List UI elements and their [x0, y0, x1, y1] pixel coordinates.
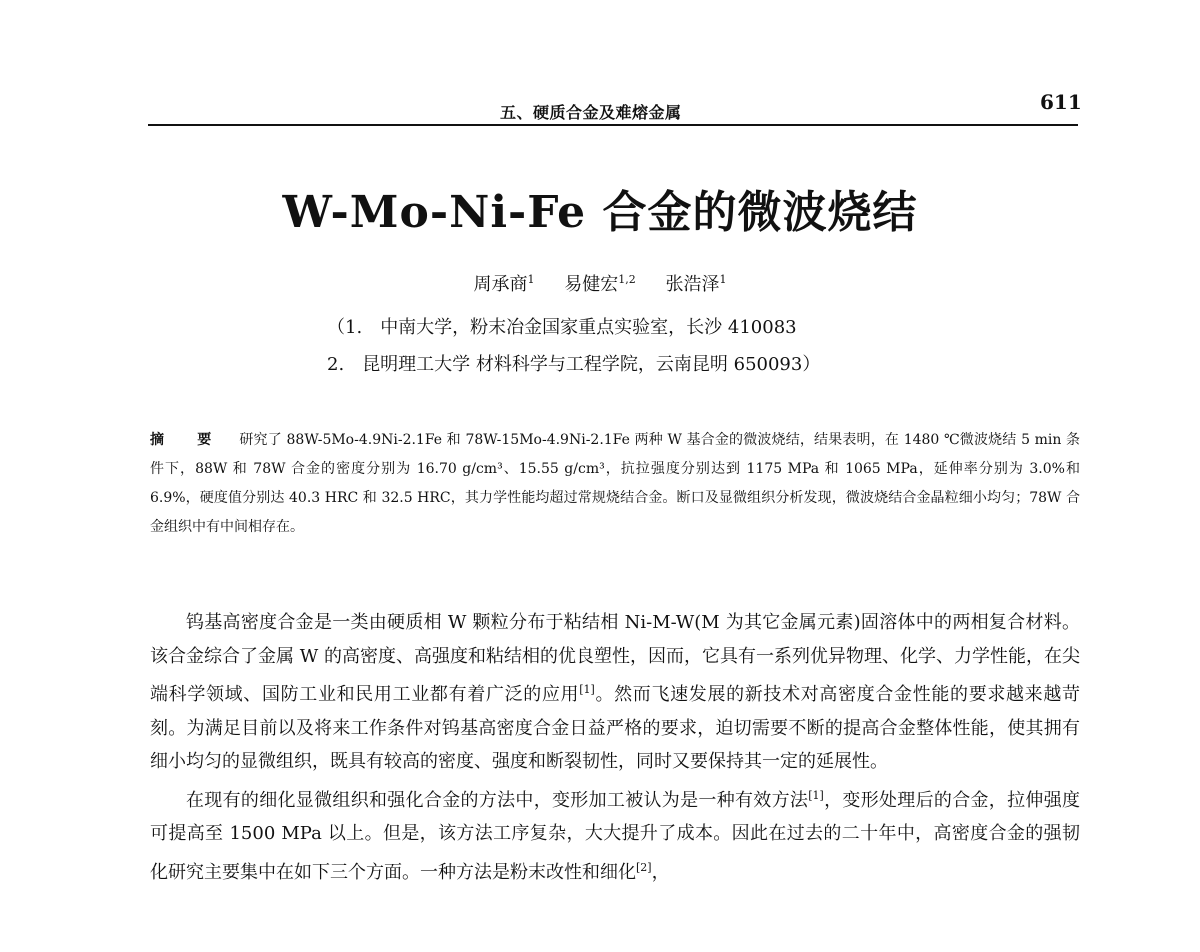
citation: [1] [579, 683, 595, 696]
abstract-label: 摘 要 [150, 432, 226, 448]
page-number: 611 [1040, 90, 1082, 114]
running-header-section: 五、硬质合金及难熔金属 [500, 103, 682, 122]
paragraph-text: 在现有的细化显微组织和强化合金的方法中，变形加工被认为是一种有效方法 [186, 789, 809, 811]
author-name: 易健宏 [564, 274, 619, 295]
paragraph-text: 。然而飞速发展的新技术对高密度合金性能的要求越来越苛刻。为满足目前以及将来工作条件对钨基高密度合金日益严格的要求，迫切需要不断的提高合金整体性能，使其拥有细小均匀的显微组织，既具有较高的密度、强度和断裂韧性，同时又要保持其一定的延展性。 [150, 684, 1081, 772]
author-affiliation-mark: 1 [527, 273, 535, 286]
author-affiliation-mark: 1 [719, 273, 727, 286]
affiliation-text: 中南大学，粉末冶金国家重点实验室，长沙 410083 [380, 317, 797, 338]
author-name: 周承商 [473, 274, 528, 295]
author-name: 张浩泽 [665, 274, 720, 295]
affiliation-text: 昆明理工大学 材料科学与工程学院，云南昆明 650093） [362, 354, 821, 375]
paragraph [150, 779, 1080, 890]
paragraph [150, 606, 1080, 779]
body-text [150, 606, 1080, 889]
citation: [2] [636, 860, 652, 874]
header-rule [148, 124, 1078, 126]
paragraph-text: ，变形处理后的合金，拉伸强度可提高至 1500 MPa 以上。但是，该方法工序复杂，大大提升了成本。因此在过去的二十年中，高密度合金的强韧化研究主要集中在如下三个方面。一种方法是粉末改性和细化 [150, 789, 1080, 883]
author [564, 274, 636, 295]
affiliation [327, 313, 797, 339]
author [665, 274, 726, 295]
citation: [1] [808, 788, 824, 802]
author-affiliation-mark: 1,2 [618, 273, 636, 286]
paragraph-text: ， [651, 861, 670, 883]
paragraph-text: 钨基高密度合金是一类由硬质相 W 颗粒分布于粘结相 Ni-M-W(M 为其它金属元素)固溶体中的两相复合材料。该合金综合了金属 W 的高密度、高强度和粘结相的优良塑性，因而，它具有一系列优异物理、化学、力学性能，在尖端科学领域、国防工业和民用工业都有着广泛的应用 [150, 612, 1080, 705]
abstract-text: 研究了 88W-5Mo-4.9Ni-2.1Fe 和 78W-15Mo-4.9Ni-2.1Fe 两种 W 基合金的微波烧结，结果表明，在 1480 ℃微波烧结 5 min 条件下，88W 和 78W 合金的密度分别为 16.70 g/cm³、15.55 g/cm³，抗拉强度分别达到 1175 MPa 和 1065 MPa，延伸率分别为 3.0%和 6.9%，硬度值分别达 40.3 HRC 和 32.5 HRC，其力学性能均超过常规烧结合金。断口及显微组织分析发现，微波烧结合金晶粒细小均匀；78W 合金组织中有中间相存在。 [150, 432, 1080, 535]
affiliation-number: 2. [327, 354, 345, 375]
author-list [0, 270, 1200, 296]
paper-title: W-Mo-Ni-Fe 合金的微波烧结 [282, 187, 918, 238]
affiliation [327, 350, 820, 376]
abstract [150, 426, 1080, 542]
affiliation-number: （1. [327, 317, 363, 338]
author [474, 274, 535, 295]
